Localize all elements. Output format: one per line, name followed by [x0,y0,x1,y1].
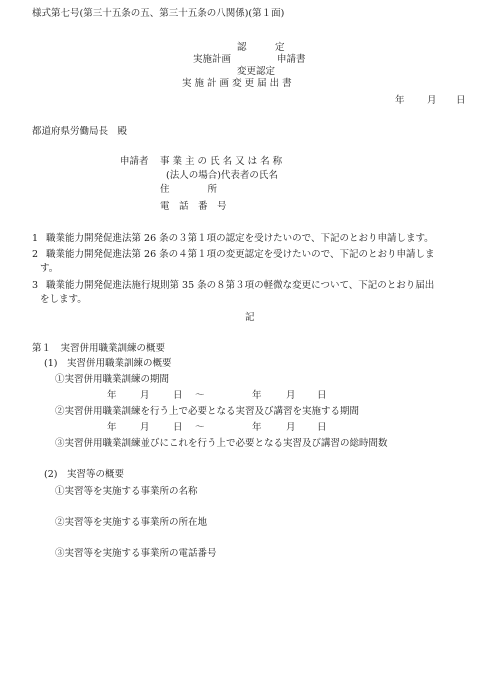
section1-sub2-heading: (2) 実習等の概要 [44,469,124,480]
period1-start-month: 月 [140,390,150,401]
form-label: 様式第七号(第三十五条の五、第三十五条の八関係)(第１面) [32,8,285,19]
period2-start-year: 年 [107,422,117,433]
section1-heading: 第１ 実習併用職業訓練の概要 [32,343,166,354]
period1-tilde: ～ [195,390,205,401]
title-plan-prefix: 実施計画 [193,54,232,65]
title-change-notice: 実 施 計 画 変 更 届 出 書 [182,78,292,89]
title-application-suffix: 申請書 [277,54,306,65]
item-3-text-cont: をします。 [40,294,87,305]
applicant-phone-line: 電 話 番 号 [160,201,227,212]
title-change-nintei: 変更認定 [237,66,276,77]
period2-start-month: 月 [140,422,150,433]
item-2-text: 職業能力開発促進法第 26 条の４第１項の変更認定を受けたいので、下記のとおり申請しま [46,249,435,260]
addressee: 都道府県労働局長 殿 [32,126,128,137]
item-3-text: 職業能力開発促進法施行規則第 35 条の８第３項の軽微な変更について、下記のとおり届出 [46,280,435,291]
item-2-text-cont: す。 [40,263,59,274]
period2-end-month: 月 [286,422,296,433]
section1-sub2-item1: ①実習等を実施する事業所の名称 [55,486,198,497]
period2-tilde: ～ [195,422,205,433]
applicant-label: 申請者 [120,156,149,167]
period2-end-year: 年 [252,422,262,433]
applicant-name-line: 事 業 主 の 氏 名 又 は 名 称 [160,156,283,167]
title-nintei: 認 定 [237,42,285,53]
date-month: 月 [427,95,437,106]
date-year: 年 [395,95,405,106]
section1-sub1-item2: ②実習併用職業訓練を行う上で必要となる実習及び講習を実施する期間 [55,406,360,417]
applicant-rep-line: (法人の場合)代表者の氏名 [166,170,278,181]
section1-sub1-heading: (1) 実習併用職業訓練の概要 [44,358,172,369]
section1-sub2-item2: ②実習等を実施する事業所の所在地 [55,517,208,528]
section1-sub1-item1: ①実習併用職業訓練の期間 [55,374,170,385]
period1-end-day: 日 [317,390,327,401]
period1-end-month: 月 [286,390,296,401]
section1-sub2-item3: ③実習等を実施する事業所の電話番号 [55,548,217,559]
period1-start-year: 年 [107,390,117,401]
item-2-num: 2 [32,249,39,260]
applicant-address-line: 住 所 [160,184,218,195]
date-day: 日 [456,95,466,106]
period1-end-year: 年 [252,390,262,401]
item-1-text: 職業能力開発促進法第 26 条の３第１項の認定を受けたいので、下記のとおり申請します。 [46,233,434,244]
ki-label: 記 [245,312,255,323]
period2-start-day: 日 [173,422,183,433]
item-1-num: 1 [32,233,39,244]
section1-sub1-item3: ③実習併用職業訓練並びにこれを行う上で必要となる実習及び講習の総時間数 [55,438,388,449]
item-3-num: 3 [32,280,39,291]
period1-start-day: 日 [173,390,183,401]
period2-end-day: 日 [317,422,327,433]
